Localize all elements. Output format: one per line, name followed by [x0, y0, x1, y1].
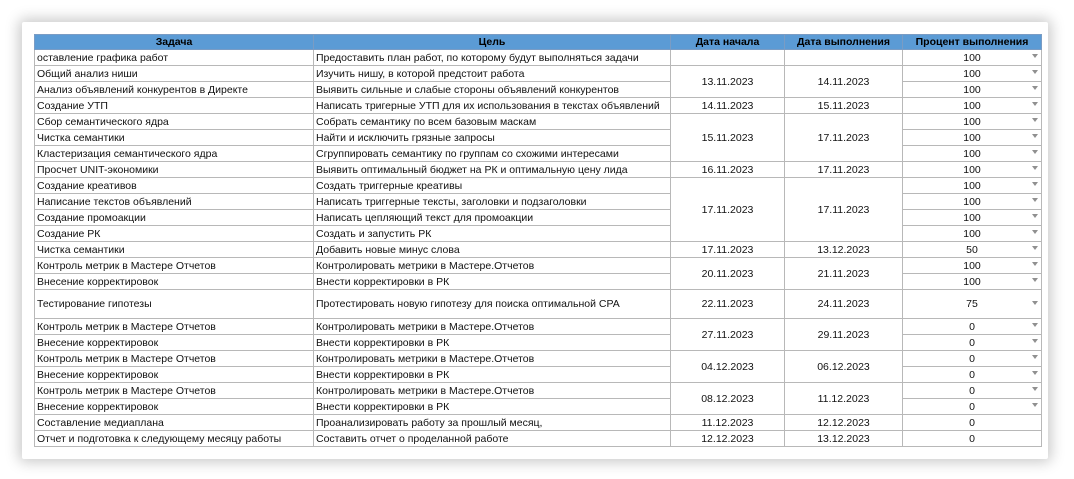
percent-value: 100	[963, 147, 981, 160]
goal-cell[interactable]: Изучить нишу, в которой предстоит работа	[314, 66, 671, 82]
percent-cell[interactable]	[903, 210, 1042, 226]
chevron-down-icon[interactable]	[1032, 278, 1038, 282]
task-cell[interactable]: Общий анализ ниши	[35, 66, 314, 82]
percent-value: 0	[969, 400, 975, 413]
table-row	[35, 415, 1042, 431]
start-date-cell[interactable]: 20.11.2023	[671, 258, 785, 290]
chevron-down-icon[interactable]	[1032, 230, 1038, 234]
task-table	[34, 34, 1042, 447]
table-row	[35, 319, 1042, 335]
end-date-cell[interactable]: 11.12.2023	[785, 383, 903, 415]
percent-cell[interactable]	[903, 226, 1042, 242]
chevron-down-icon[interactable]	[1032, 70, 1038, 74]
chevron-down-icon[interactable]	[1032, 355, 1038, 359]
end-date-cell[interactable]: 13.12.2023	[785, 242, 903, 258]
goal-cell[interactable]: Найти и исключить грязные запросы	[314, 130, 671, 146]
goal-cell[interactable]: Выявить оптимальный бюджет на РК и оптимальную цену лида	[314, 162, 671, 178]
chevron-down-icon[interactable]	[1032, 214, 1038, 218]
task-cell[interactable]: Отчет и подготовка к следующему месяцу работы	[35, 431, 314, 447]
percent-cell[interactable]	[903, 114, 1042, 130]
percent-cell[interactable]	[903, 335, 1042, 351]
percent-value: 100	[963, 275, 981, 288]
task-cell[interactable]: Контроль метрик в Мастере Отчетов	[35, 319, 314, 335]
percent-value: 50	[966, 243, 978, 256]
end-date-cell[interactable]: 21.11.2023	[785, 258, 903, 290]
percent-cell[interactable]	[903, 351, 1042, 367]
percent-value: 100	[963, 259, 981, 272]
goal-cell[interactable]: Внести корректировки в РК	[314, 367, 671, 383]
table-row	[35, 383, 1042, 399]
percent-cell[interactable]	[903, 162, 1042, 178]
header-end-date[interactable]: Дата выполнения	[785, 35, 903, 50]
chevron-down-icon[interactable]	[1032, 134, 1038, 138]
task-cell[interactable]: Внесение корректировок	[35, 274, 314, 290]
task-cell[interactable]: оставление графика работ	[35, 50, 314, 66]
table-row	[35, 258, 1042, 274]
percent-value: 100	[963, 67, 981, 80]
start-date-cell[interactable]: 22.11.2023	[671, 290, 785, 319]
goal-cell[interactable]: Контролировать метрики в Мастере.Отчетов	[314, 258, 671, 274]
percent-value: 0	[969, 336, 975, 349]
percent-value: 100	[963, 179, 981, 192]
table-row	[35, 242, 1042, 258]
goal-cell[interactable]: Предоставить план работ, по которому будут выполняться задачи	[314, 50, 671, 66]
chevron-down-icon[interactable]	[1032, 182, 1038, 186]
percent-cell[interactable]	[903, 383, 1042, 399]
percent-value: 75	[966, 298, 978, 310]
task-cell[interactable]: Просчет UNIT-экономики	[35, 162, 314, 178]
percent-value: 0	[969, 368, 975, 381]
task-cell[interactable]: Контроль метрик в Мастере Отчетов	[35, 383, 314, 399]
goal-cell[interactable]: Контролировать метрики в Мастере.Отчетов	[314, 351, 671, 367]
task-cell[interactable]: Составление медиаплана	[35, 415, 314, 431]
chevron-down-icon[interactable]	[1032, 339, 1038, 343]
goal-cell[interactable]: Внести корректировки в РК	[314, 399, 671, 415]
percent-cell[interactable]	[903, 290, 1042, 319]
header-start-date[interactable]: Дата начала	[671, 35, 785, 50]
goal-cell[interactable]: Собрать семантику по всем базовым маскам	[314, 114, 671, 130]
percent-cell[interactable]	[903, 399, 1042, 415]
start-date-cell[interactable]: 04.12.2023	[671, 351, 785, 383]
goal-cell[interactable]: Составить отчет о проделанной работе	[314, 431, 671, 447]
end-date-cell[interactable]: 06.12.2023	[785, 351, 903, 383]
percent-cell[interactable]	[903, 242, 1042, 258]
table-row	[35, 66, 1042, 82]
chevron-down-icon[interactable]	[1032, 262, 1038, 266]
chevron-down-icon[interactable]	[1032, 198, 1038, 202]
task-cell[interactable]: Создание РК	[35, 226, 314, 242]
task-cell[interactable]: Кластеризация семантического ядра	[35, 146, 314, 162]
percent-value: 100	[963, 83, 981, 96]
goal-cell[interactable]: Выявить сильные и слабые стороны объявлений конкурентов	[314, 82, 671, 98]
task-cell[interactable]: Анализ объявлений конкурентов в Директе	[35, 82, 314, 98]
end-date-cell[interactable]	[785, 50, 903, 66]
table-row	[35, 162, 1042, 178]
percent-cell[interactable]	[903, 130, 1042, 146]
end-date-cell[interactable]: 29.11.2023	[785, 319, 903, 351]
percent-value: 100	[963, 227, 981, 240]
task-cell[interactable]: Создание креативов	[35, 178, 314, 194]
task-cell[interactable]: Сбор семантического ядра	[35, 114, 314, 130]
chevron-down-icon[interactable]	[1032, 403, 1038, 407]
percent-value: 100	[963, 131, 981, 144]
task-cell[interactable]: Внесение корректировок	[35, 367, 314, 383]
goal-cell[interactable]: Протестировать новую гипотезу для поиска оптимальной CPA	[314, 290, 671, 319]
start-date-cell[interactable]: 11.12.2023	[671, 415, 785, 431]
percent-cell[interactable]	[903, 82, 1042, 98]
end-date-cell[interactable]: 17.11.2023	[785, 162, 903, 178]
end-date-cell[interactable]: 24.11.2023	[785, 290, 903, 319]
percent-value: 100	[963, 195, 981, 208]
task-cell[interactable]: Контроль метрик в Мастере Отчетов	[35, 258, 314, 274]
sheet-frame	[22, 22, 1048, 459]
table-row	[35, 50, 1042, 66]
task-cell[interactable]: Чистка семантики	[35, 242, 314, 258]
chevron-down-icon[interactable]	[1032, 102, 1038, 106]
goal-cell[interactable]: Внести корректировки в РК	[314, 335, 671, 351]
chevron-down-icon[interactable]	[1032, 54, 1038, 58]
percent-cell[interactable]	[903, 274, 1042, 290]
chevron-down-icon[interactable]	[1032, 166, 1038, 170]
table-row	[35, 290, 1042, 319]
header-task[interactable]: Задача	[35, 35, 314, 50]
percent-value: 0	[969, 432, 975, 445]
chevron-down-icon[interactable]	[1032, 150, 1038, 154]
table-row	[35, 98, 1042, 114]
task-cell[interactable]: Написание текстов объявлений	[35, 194, 314, 210]
percent-cell[interactable]	[903, 66, 1042, 82]
start-date-cell[interactable]: 17.11.2023	[671, 178, 785, 242]
goal-cell[interactable]: Внести корректировки в РК	[314, 274, 671, 290]
percent-cell[interactable]	[903, 50, 1042, 66]
header-goal[interactable]: Цель	[314, 35, 671, 50]
task-cell[interactable]: Создание УТП	[35, 98, 314, 114]
end-date-cell[interactable]: 17.11.2023	[785, 178, 903, 242]
table-row	[35, 178, 1042, 194]
goal-cell[interactable]: Сгруппировать семантику по группам со схожими интересами	[314, 146, 671, 162]
chevron-down-icon[interactable]	[1032, 323, 1038, 327]
end-date-cell[interactable]: 12.12.2023	[785, 415, 903, 431]
percent-value: 0	[969, 416, 975, 429]
goal-cell[interactable]: Добавить новые минус слова	[314, 242, 671, 258]
percent-cell[interactable]	[903, 98, 1042, 114]
start-date-cell[interactable]: 14.11.2023	[671, 98, 785, 114]
goal-cell[interactable]: Создать триггерные креативы	[314, 178, 671, 194]
chevron-down-icon[interactable]	[1032, 301, 1038, 305]
task-cell[interactable]: Внесение корректировок	[35, 335, 314, 351]
start-date-cell[interactable]: 08.12.2023	[671, 383, 785, 415]
task-cell[interactable]: Контроль метрик в Мастере Отчетов	[35, 351, 314, 367]
goal-cell[interactable]: Контролировать метрики в Мастере.Отчетов	[314, 383, 671, 399]
goal-cell[interactable]: Написать цепляющий текст для промоакции	[314, 210, 671, 226]
task-cell[interactable]: Внесение корректировок	[35, 399, 314, 415]
chevron-down-icon[interactable]	[1032, 118, 1038, 122]
end-date-cell[interactable]: 15.11.2023	[785, 98, 903, 114]
table-row	[35, 351, 1042, 367]
goal-cell[interactable]: Контролировать метрики в Мастере.Отчетов	[314, 319, 671, 335]
start-date-cell[interactable]	[671, 50, 785, 66]
chevron-down-icon[interactable]	[1032, 387, 1038, 391]
header-percent[interactable]: Процент выполнения	[903, 35, 1042, 50]
goal-cell[interactable]: Создать и запустить РК	[314, 226, 671, 242]
percent-value: 0	[969, 384, 975, 397]
task-cell[interactable]: Тестирование гипотезы	[35, 290, 314, 319]
percent-value: 0	[969, 320, 975, 333]
percent-value: 100	[963, 163, 981, 176]
start-date-cell[interactable]: 15.11.2023	[671, 114, 785, 162]
chevron-down-icon[interactable]	[1032, 371, 1038, 375]
percent-cell[interactable]	[903, 415, 1042, 431]
task-cell[interactable]: Создание промоакции	[35, 210, 314, 226]
table-row	[35, 114, 1042, 130]
percent-value: 100	[963, 211, 981, 224]
chevron-down-icon[interactable]	[1032, 86, 1038, 90]
percent-cell[interactable]	[903, 319, 1042, 335]
goal-cell[interactable]: Написать триггерные тексты, заголовки и подзаголовки	[314, 194, 671, 210]
percent-cell[interactable]	[903, 367, 1042, 383]
percent-value: 100	[963, 51, 981, 64]
percent-value: 0	[969, 352, 975, 365]
percent-value: 100	[963, 99, 981, 112]
goal-cell[interactable]: Написать тригерные УТП для их использования в текстах объявлений	[314, 98, 671, 114]
end-date-cell[interactable]: 14.11.2023	[785, 66, 903, 98]
start-date-cell[interactable]: 17.11.2023	[671, 242, 785, 258]
end-date-cell[interactable]: 13.12.2023	[785, 431, 903, 447]
percent-cell[interactable]	[903, 194, 1042, 210]
percent-cell[interactable]	[903, 146, 1042, 162]
start-date-cell[interactable]: 16.11.2023	[671, 162, 785, 178]
header-row	[35, 35, 1042, 50]
goal-cell[interactable]: Проанализировать работу за прошлый месяц,	[314, 415, 671, 431]
start-date-cell[interactable]: 13.11.2023	[671, 66, 785, 98]
percent-cell[interactable]	[903, 178, 1042, 194]
end-date-cell[interactable]: 17.11.2023	[785, 114, 903, 162]
percent-cell[interactable]	[903, 258, 1042, 274]
percent-value: 100	[963, 115, 981, 128]
start-date-cell[interactable]: 27.11.2023	[671, 319, 785, 351]
percent-cell[interactable]	[903, 431, 1042, 447]
table-row	[35, 431, 1042, 447]
start-date-cell[interactable]: 12.12.2023	[671, 431, 785, 447]
task-cell[interactable]: Чистка семантики	[35, 130, 314, 146]
chevron-down-icon[interactable]	[1032, 246, 1038, 250]
